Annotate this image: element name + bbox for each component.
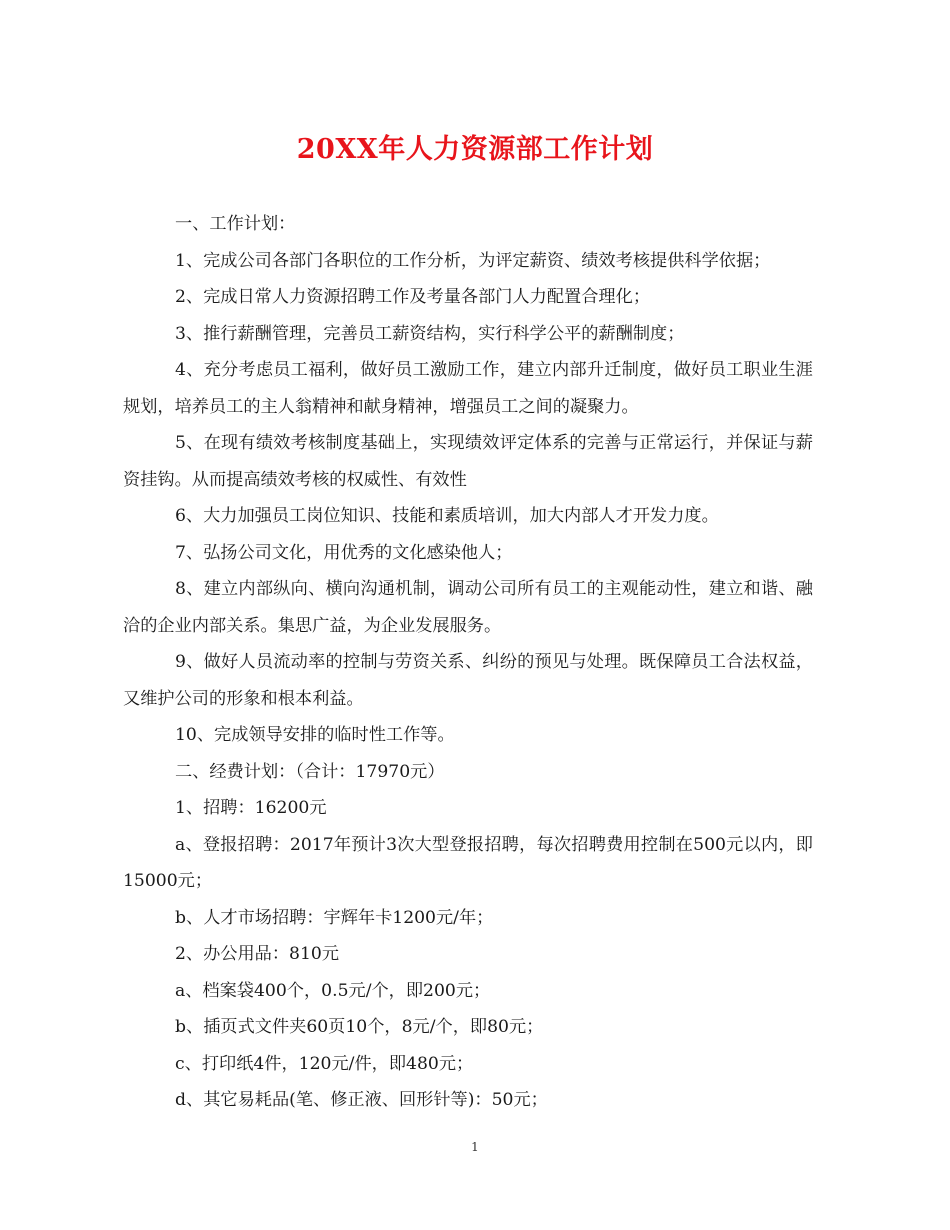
paragraph-item-4: 4、充分考虑员工福利，做好员工激励工作，建立内部升迁制度，做好员工职业生涯规划，培养员工的主人翁精神和献身精神，增强员工之间的凝聚力。 [123, 360, 813, 417]
section-heading-work-plan: 一、工作计划： [175, 214, 296, 234]
paragraph-item-2: 2、完成日常人力资源招聘工作及考量各部门人力配置合理化； [175, 287, 651, 307]
document-title: 20XX年人力资源部工作计划 [296, 134, 654, 165]
section-heading-budget: 二、经费计划：（合计：17970元） [175, 761, 445, 782]
budget-subitem-talent-market: b、人才市场招聘：宇辉年卡1200元/年； [175, 907, 494, 928]
paragraph-item-9: 9、做好人员流动率的控制与劳资关系、纠纷的预见与处理。既保障员工合法权益，又维护公司的形象和根本利益。 [123, 652, 813, 709]
page-number: 1 [471, 1140, 479, 1154]
paragraph-item-1: 1、完成公司各部门各职位的工作分析，为评定薪资、绩效考核提供科学依据； [175, 250, 771, 271]
budget-item-recruitment: 1、招聘：16200元 [175, 798, 327, 818]
budget-subitem-printing-paper: c、打印纸4件，120元/件，即480元； [175, 1053, 474, 1074]
budget-subitem-folders: b、插页式文件夹60页10个，8元/个，即80元； [175, 1017, 544, 1037]
document-body [123, 206, 813, 1119]
paragraph-item-8: 8、建立内部纵向、横向沟通机制，调动公司所有员工的主观能动性，建立和谐、融洽的企业内部关系。集思广益，为企业发展服务。 [123, 579, 813, 636]
paragraph-item-7: 7、弘扬公司文化，用优秀的文化感染他人； [175, 542, 513, 563]
budget-subitem-file-bags: a、档案袋400个，0.5元/个，即200元； [175, 980, 491, 1001]
paragraph-item-6: 6、大力加强员工岗位知识、技能和素质培训，加大内部人才开发力度。 [175, 506, 719, 526]
paragraph-item-10: 10、完成领导安排的临时性工作等。 [175, 725, 455, 745]
paragraph-item-5: 5、在现有绩效考核制度基础上，实现绩效评定体系的完善与正常运行，并保证与薪资挂钩。从而提高绩效考核的权威性、有效性 [123, 433, 813, 490]
budget-subitem-consumables: d、其它易耗品(笔、修正液、回形针等)：50元； [175, 1090, 548, 1110]
budget-item-office-supplies: 2、办公用品：810元 [175, 944, 340, 964]
paragraph-item-3: 3、推行薪酬管理，完善员工薪资结构，实行科学公平的薪酬制度； [175, 323, 685, 344]
budget-subitem-newspaper-ads: a、登报招聘：2017年预计3次大型登报招聘，每次招聘费用控制在500元以内，即15000元； [123, 834, 813, 891]
